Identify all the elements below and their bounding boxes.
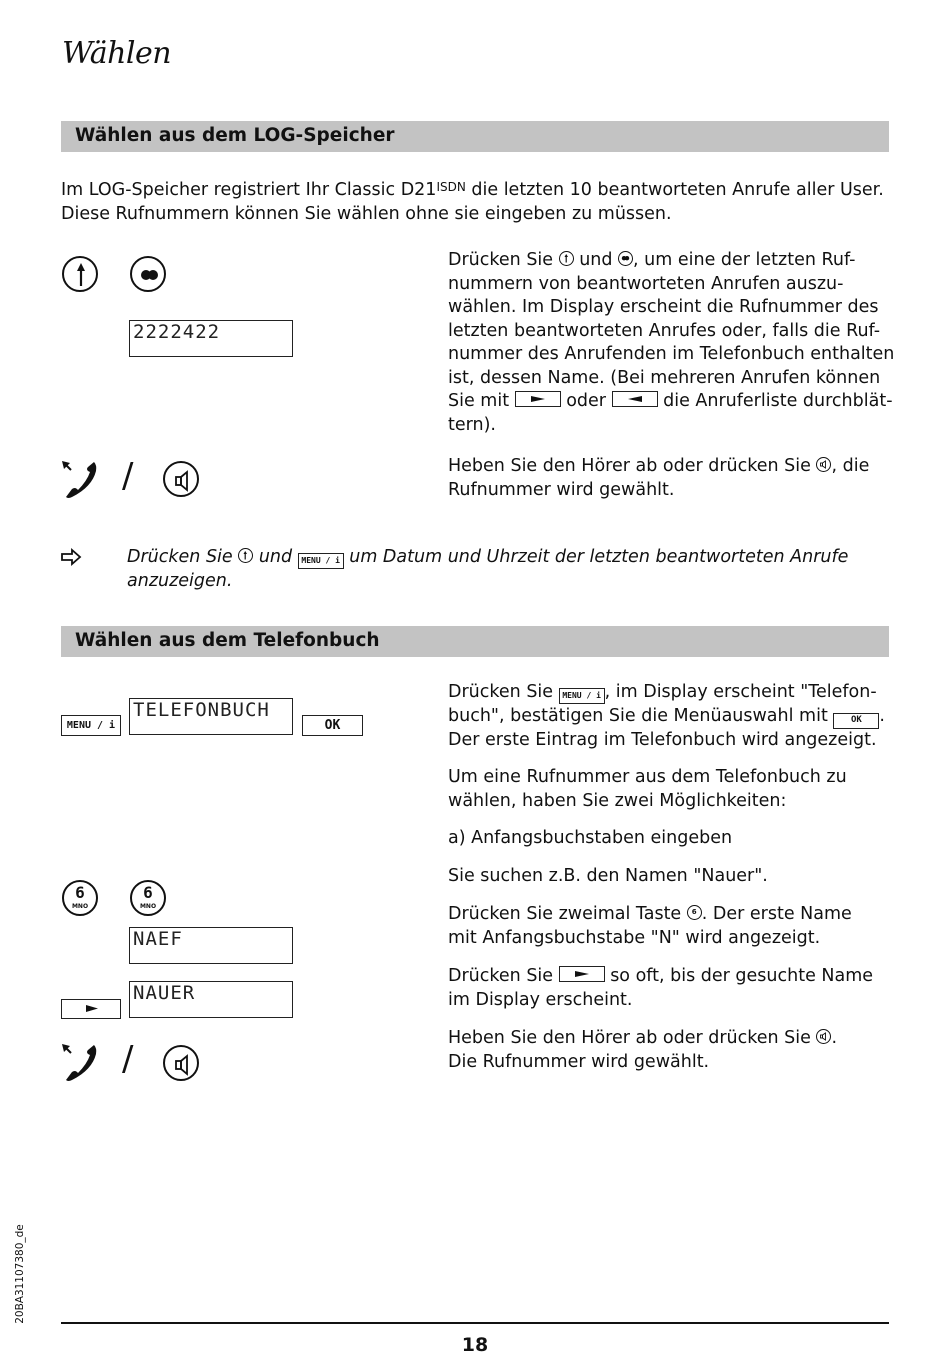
step-text: im Display erscheint. xyxy=(448,989,633,1010)
step-text: nummern von beantworteten Anrufen auszu- xyxy=(448,273,844,294)
right-arrow-key-icon xyxy=(62,1000,119,1017)
log-intro xyxy=(61,176,901,226)
ok-key: OK xyxy=(302,715,363,736)
step-text: Rufnummer wird gewählt. xyxy=(448,479,675,500)
right-arrow-key-icon xyxy=(559,966,605,982)
right-arrow-key xyxy=(61,999,121,1019)
step-text: mit Anfangsbuchstabe "N" wird angezeigt. xyxy=(448,927,821,948)
step-text: letzten beantworteten Anrufes oder, falls die Ruf- xyxy=(448,320,881,341)
display-nauer: NAUER xyxy=(129,981,293,1018)
log-key-icon xyxy=(130,256,166,292)
log-step-2 xyxy=(448,455,898,502)
phonebook-step-3: a) Anfangsbuchstaben eingeben xyxy=(448,828,733,848)
step-text: . xyxy=(879,705,885,726)
key-6-digit: 6 xyxy=(75,883,85,902)
step-text: wählen, haben Sie zwei Möglichkeiten: xyxy=(448,790,787,811)
note-text: anzuzeigen. xyxy=(127,570,233,591)
phonebook-step-2 xyxy=(448,766,898,813)
key-6-icon xyxy=(62,880,98,916)
note-text: Drücken Sie xyxy=(127,547,239,567)
intro-text: Diese Rufnummern können Sie wählen ohne sie eingeben zu müssen. xyxy=(61,203,672,224)
speaker-key-icon xyxy=(816,457,831,472)
phonebook-step-1 xyxy=(448,681,898,752)
step-text: , im Display erscheint "Telefon- xyxy=(604,682,877,702)
right-arrow-key-icon xyxy=(515,391,561,407)
log-note xyxy=(127,546,887,593)
svg-text:6: 6 xyxy=(691,908,697,916)
handset-icon xyxy=(60,459,100,503)
phonebook-step-5 xyxy=(448,903,898,950)
key-6-letters: MNO xyxy=(71,903,89,910)
step-text: Drücken Sie xyxy=(448,250,559,270)
log-key-icon xyxy=(618,251,633,266)
note-text: und xyxy=(253,547,298,567)
footer-divider xyxy=(61,1322,889,1324)
speaker-key-icon xyxy=(163,1045,199,1081)
step-text: ist, dessen Name. (Bei mehreren Anrufen können xyxy=(448,367,881,388)
step-text: buch", bestätigen Sie die Menüauswahl mit xyxy=(448,705,834,726)
step-text: , um eine der letzten Ruf- xyxy=(633,250,856,270)
intro-text: die letzten 10 beantworteten Anrufe aller User. xyxy=(465,180,884,200)
section-heading-phonebook-text: Wählen aus dem Telefonbuch xyxy=(75,630,380,651)
note-text: um Datum und Uhrzeit der letzten beantworteten Anrufe xyxy=(343,547,849,567)
menu-key-icon: MENU / i xyxy=(559,688,605,704)
phonebook-step-4: Sie suchen z.B. den Namen "Nauer". xyxy=(448,866,768,886)
step-text: . Der erste Name xyxy=(701,904,852,924)
up-arrow-key-icon xyxy=(238,548,253,563)
document-code: 20BA31107380_de xyxy=(14,1224,26,1324)
step-text: Drücken Sie xyxy=(448,966,559,986)
key-6-digit: 6 xyxy=(143,883,153,902)
step-text: . xyxy=(831,1028,838,1048)
speaker-key-icon xyxy=(163,461,199,497)
section-heading-phonebook xyxy=(61,626,889,657)
step-text: so oft, bis der gesuchte Name xyxy=(604,966,874,986)
or-slash: / xyxy=(122,456,134,496)
menu-key-icon: MENU / i xyxy=(298,553,344,569)
log-step-1 xyxy=(448,249,898,437)
step-text: Drücken Sie xyxy=(448,682,559,702)
speaker-key-icon xyxy=(816,1029,831,1044)
phonebook-step-6 xyxy=(448,965,898,1012)
section-heading-log-text: Wählen aus dem LOG-Speicher xyxy=(75,125,395,146)
step-text: Heben Sie den Hörer ab oder drücken Sie xyxy=(448,1028,817,1048)
phonebook-step-7 xyxy=(448,1027,898,1074)
step-text: nummer des Anrufenden im Telefonbuch enthalten xyxy=(448,344,895,364)
key-6-letters: MNO xyxy=(139,903,157,910)
step-text: und xyxy=(573,250,619,270)
up-arrow-key-icon xyxy=(559,251,574,266)
hint-arrow-icon xyxy=(61,548,83,570)
step-text: Sie mit xyxy=(448,391,515,411)
step-text: oder xyxy=(560,391,612,411)
step-text: die Anruferliste durchblät- xyxy=(657,391,893,411)
intro-superscript: ISDN xyxy=(436,180,466,194)
step-text: Um eine Rufnummer aus dem Telefonbuch zu xyxy=(448,767,847,787)
up-arrow-key-icon xyxy=(62,256,98,292)
page-number: 18 xyxy=(461,1334,489,1356)
menu-key: MENU / i xyxy=(61,715,121,736)
display-telefonbuch: TELEFONBUCH xyxy=(129,698,293,735)
step-text: Heben Sie den Hörer ab oder drücken Sie xyxy=(448,456,817,476)
step-text: wählen. Im Display erscheint die Rufnummer des xyxy=(448,297,879,317)
intro-text: Im LOG-Speicher registriert Ihr Classic D21 xyxy=(61,180,437,200)
key-6-icon xyxy=(687,905,702,920)
display-naef: NAEF xyxy=(129,927,293,964)
section-heading-log xyxy=(61,121,889,152)
key-6-icon xyxy=(130,880,166,916)
left-arrow-key-icon xyxy=(612,391,658,407)
step-text: , die xyxy=(831,456,870,476)
step-text: Die Rufnummer wird gewählt. xyxy=(448,1051,710,1072)
step-text: Der erste Eintrag im Telefonbuch wird angezeigt. xyxy=(448,729,877,750)
display-log-number: 2222422 xyxy=(129,320,293,357)
page-title: Wählen xyxy=(62,36,172,71)
handset-icon xyxy=(60,1042,100,1086)
step-text: Drücken Sie zweimal Taste xyxy=(448,904,687,924)
or-slash: / xyxy=(122,1039,134,1079)
step-text: tern). xyxy=(448,414,496,435)
ok-key-icon: OK xyxy=(833,713,879,729)
